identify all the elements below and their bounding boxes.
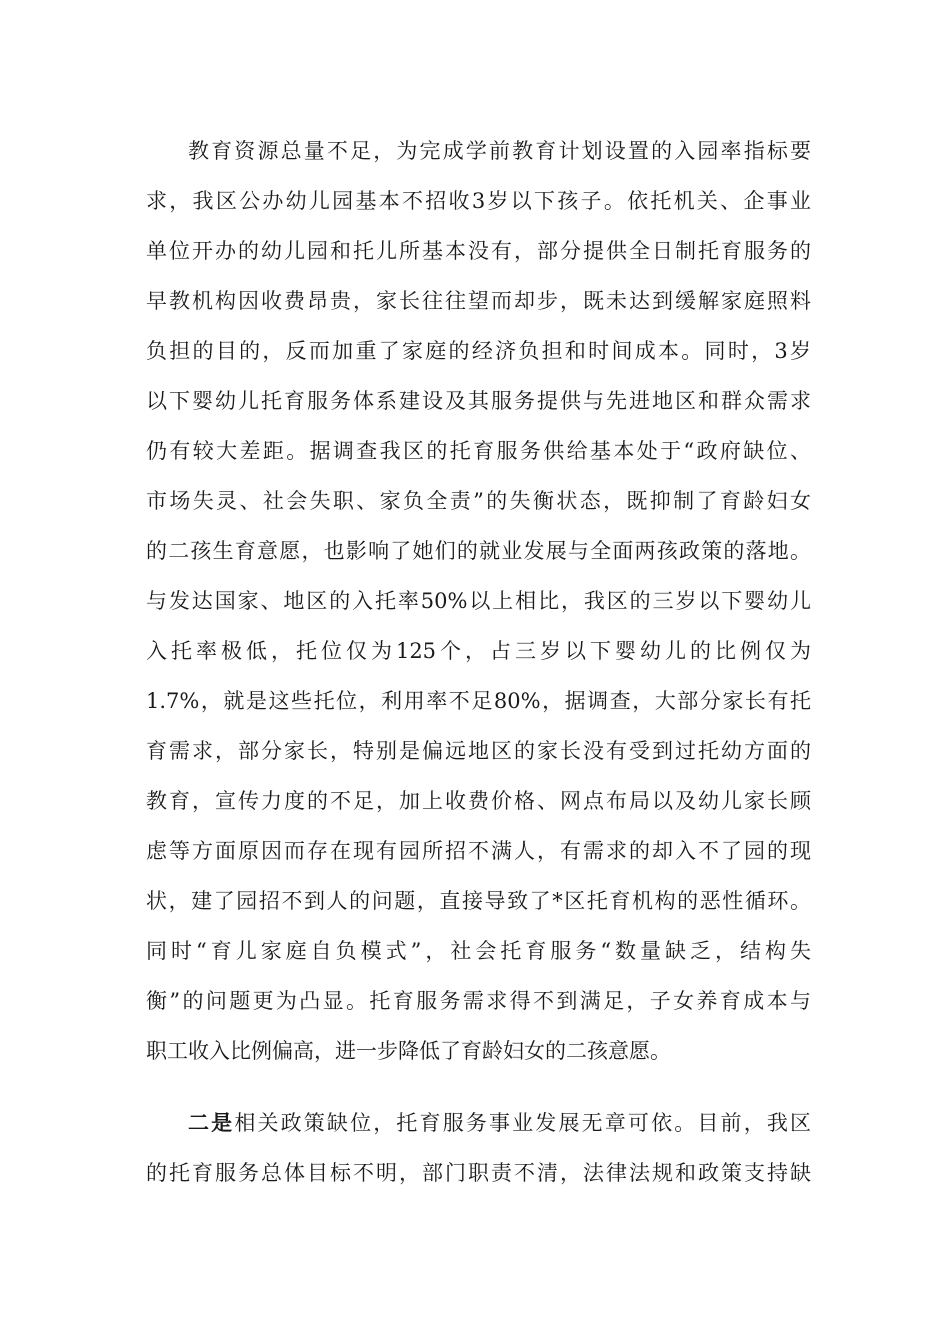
paragraph-gap xyxy=(146,1076,811,1098)
text-line: 同时“育儿家庭自负模式”，社会托育服务“数量缺乏，结构失 xyxy=(146,939,811,963)
text-line: 以下婴幼儿托育服务体系建设及其服务提供与先进地区和群众需求 xyxy=(146,389,811,413)
text-line: 的托育服务总体目标不明，部门职责不清，法律法规和政策支持缺 xyxy=(146,1161,811,1185)
text-line: 衡”的问题更为凸显。托育服务需求得不到满足，子女养育成本与 xyxy=(146,989,811,1013)
paragraph-policy-gap xyxy=(146,1098,811,1198)
text-line: 状，建了园招不到人的问题，直接导致了*区托育机构的恶性循环。 xyxy=(146,889,811,913)
text-line xyxy=(146,1098,811,1148)
text-line: 与发达国家、地区的入托率50%以上相比，我区的三岁以下婴幼儿 xyxy=(146,589,811,613)
text-line: 市场失灵、社会失职、家负全责”的失衡状态，既抑制了育龄妇女 xyxy=(146,489,811,513)
text-line: 单位开办的幼儿园和托儿所基本没有，部分提供全日制托育服务的 xyxy=(146,239,811,263)
text-line: 入托率极低，托位仅为125个，占三岁以下婴幼儿的比例仅为 xyxy=(146,639,811,663)
text-line: 教育，宣传力度的不足，加上收费价格、网点布局以及幼儿家长顾 xyxy=(146,789,811,813)
text-line: 1.7%，就是这些托位，利用率不足80%，据调查，大部分家长有托 xyxy=(146,689,811,713)
text-line: 仍有较大差距。据调查我区的托育服务供给基本处于“政府缺位、 xyxy=(146,439,811,463)
text-line: 育需求，部分家长，特别是偏远地区的家长没有受到过托幼方面的 xyxy=(146,739,811,763)
document-body xyxy=(146,126,811,1198)
paragraph-lead: 二是 xyxy=(188,1110,235,1135)
text-line: 职工收入比例偏高，进一步降低了育龄妇女的二孩意愿。 xyxy=(146,1039,671,1063)
text-line-rest: 相关政策缺位，托育服务事业发展无章可依。目前，我区 xyxy=(234,1111,812,1135)
text-line: 虑等方面原因而存在现有园所招不满人，有需求的却入不了园的现 xyxy=(146,839,811,863)
text-line: 的二孩生育意愿，也影响了她们的就业发展与全面两孩政策的落地。 xyxy=(146,539,811,563)
text-line: 早教机构因收费昂贵，家长往往望而却步，既未达到缓解家庭照料 xyxy=(146,289,811,313)
paragraph-childcare-supply xyxy=(146,126,811,1076)
text-line: 求，我区公办幼儿园基本不招收3岁以下孩子。依托机关、企事业 xyxy=(146,189,811,213)
text-line: 教育资源总量不足，为完成学前教育计划设置的入园率指标要 xyxy=(188,139,811,163)
text-line: 负担的目的，反而加重了家庭的经济负担和时间成本。同时，3岁 xyxy=(146,339,811,363)
